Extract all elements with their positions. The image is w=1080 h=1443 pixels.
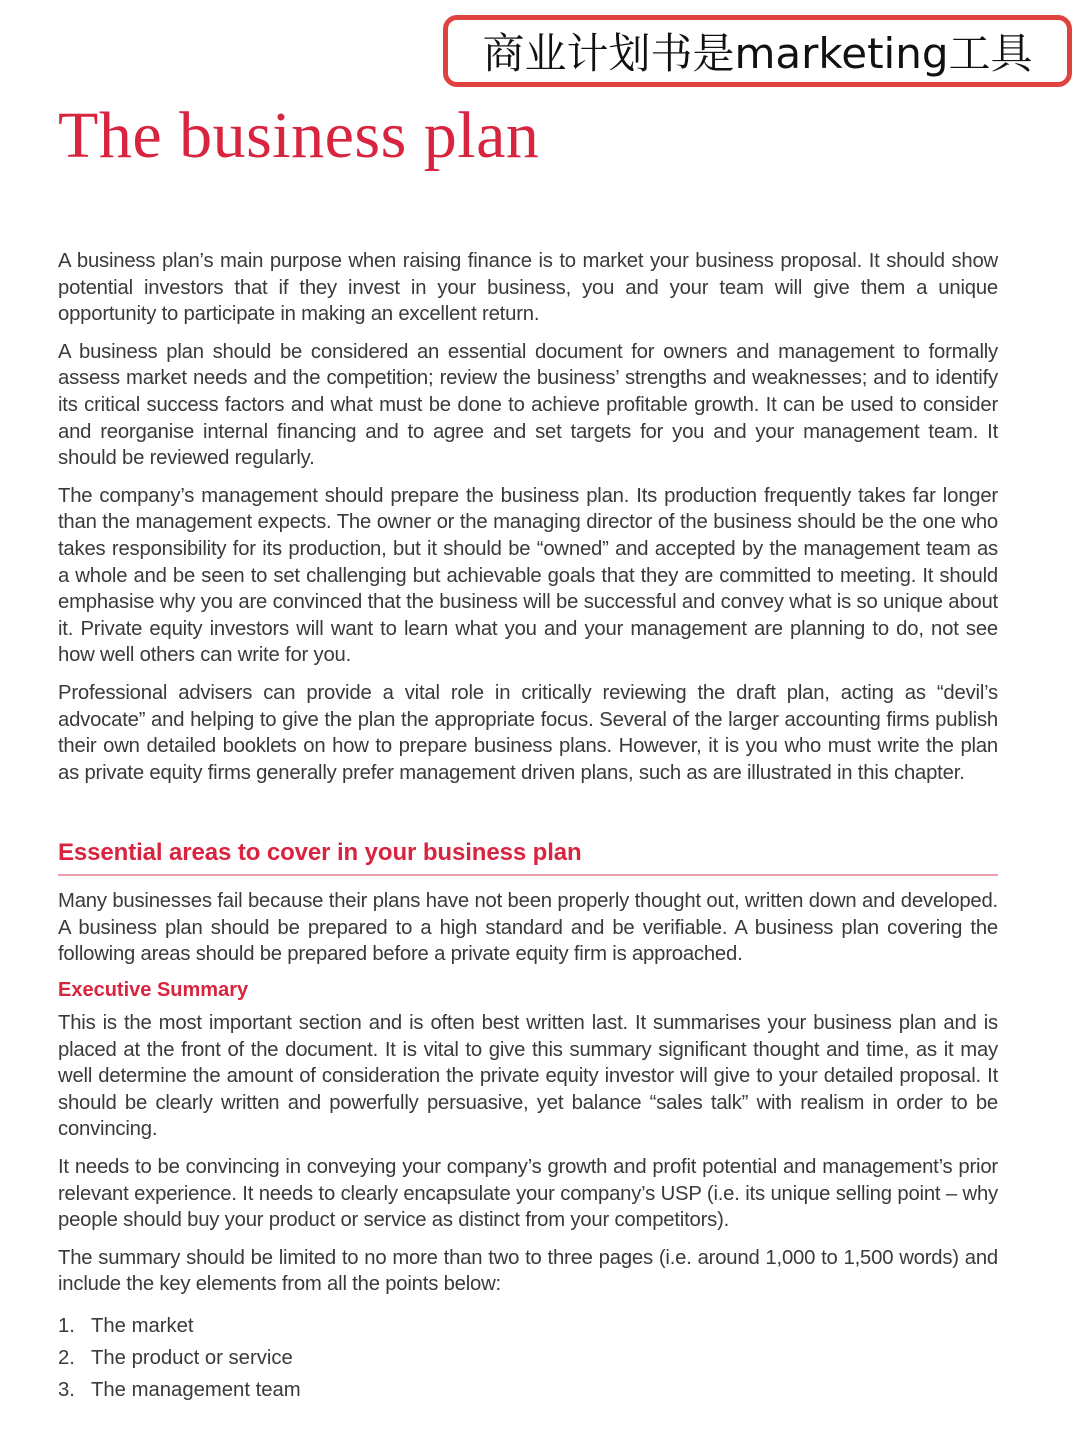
section-heading: Essential areas to cover in your business plan xyxy=(58,839,998,876)
list-item-number: 2. xyxy=(58,1347,75,1369)
list-item xyxy=(58,1374,998,1406)
section-intro-paragraph: Many businesses fail because their plans have not been properly thought out, written down and developed. A business plan should be prepared to a high standard and be verifiable. A business plan covering the following areas should be prepared before a private equity firm is approached. xyxy=(58,890,998,966)
document-title: The business plan xyxy=(58,99,540,172)
intro-paragraph-2: A business plan should be considered an essential document for owners and management to formally assess market needs and the competition; review the business’ strengths and weaknesses; and to identify its critical success factors and what must be done to achieve profitable growth. It can be used to consider and reorganise internal financing and to agree and set targets for you and your management team. It should be reviewed regularly. xyxy=(58,340,998,470)
subsection-heading: Executive Summary xyxy=(58,979,249,1002)
annotation-label: 商业计划书是marketing工具 xyxy=(482,29,1033,78)
list-item xyxy=(58,1342,998,1374)
intro-paragraph-1: A business plan’s main purpose when raising finance is to market your business proposal. It should show potential investors that if they invest in your business, you and your team will give them a unique opportunity to participate in making an excellent return. xyxy=(58,250,998,326)
intro-paragraph-4: Professional advisers can provide a vital role in critically reviewing the draft plan, acting as “devil’s advocate” and helping to give the plan the appropriate focus. Several of the larger accounting firms publish their own detailed booklets on how to prepare business plans. However, it is you who must write the plan as private equity firms generally prefer management driven plans, such as are illustrated in this chapter. xyxy=(58,681,998,784)
executive-summary-paragraph-3: The summary should be limited to no more than two to three pages (i.e. around 1,000 to 1,500 words) and include the key elements from all the points below: xyxy=(58,1246,998,1296)
annotation-callout xyxy=(443,15,1072,87)
key-elements-list xyxy=(58,1310,998,1406)
list-item-number: 1. xyxy=(58,1315,75,1337)
list-item-text: The management team xyxy=(91,1379,301,1401)
document-body xyxy=(58,248,998,1406)
executive-summary-paragraph-1: This is the most important section and is often best written last. It summarises your business plan and is placed at the front of the document. It is vital to give this summary significant thought and time, as it may well determine the amount of consideration the private equity investor will give to your detailed proposal. It should be clearly written and powerfully persuasive, yet balance “sales talk” with realism in order to be convincing. xyxy=(58,1012,998,1141)
list-item-text: The market xyxy=(91,1315,194,1337)
list-item xyxy=(58,1310,998,1342)
list-item-text: The product or service xyxy=(91,1347,293,1369)
list-item-number: 3. xyxy=(58,1379,75,1401)
executive-summary-paragraph-2: It needs to be convincing in conveying your company’s growth and profit potential and management’s prior relevant experience. It needs to clearly encapsulate your company’s USP (i.e. its unique selling point – why people should buy your product or service as distinct from your competitors). xyxy=(58,1156,998,1232)
intro-paragraph-3: The company’s management should prepare the business plan. Its production frequently takes far longer than the management expects. The owner or the managing director of the business should be the one who takes responsibility for its production, but it should be “owned” and accepted by the management team as a whole and be seen to set challenging but achievable goals that they are committed to meeting. It should emphasise why you are convinced that the business will be successful and convey what is so unique about it. Private equity investors will want to learn what you and your management are planning to do, not see how well others can write for you. xyxy=(58,484,998,667)
